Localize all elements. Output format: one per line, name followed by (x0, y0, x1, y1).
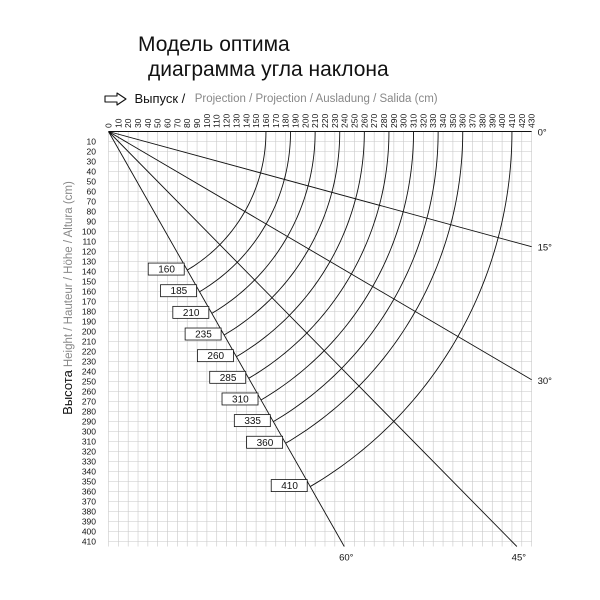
x-tick-label: 310 (408, 113, 419, 128)
angle-lines (109, 132, 532, 547)
y-tick-label: 400 (81, 526, 96, 537)
y-tick-label: 90 (86, 216, 96, 227)
arm-length-labels (148, 263, 307, 492)
arm-length-label: 410 (281, 481, 298, 493)
y-tick-label: 10 (86, 136, 96, 147)
y-tick-label: 190 (81, 316, 96, 327)
x-tick-label: 10 (113, 118, 124, 128)
arm-length-label: 335 (244, 416, 262, 428)
y-tick-label: 50 (86, 176, 96, 187)
projection-label-en: Projection / Projection / Ausladung / Salida (cm) (194, 92, 438, 105)
x-tick-label: 400 (497, 113, 508, 128)
angle-label-45: 45° (511, 552, 527, 564)
y-tick-label: 350 (81, 476, 96, 487)
y-tick-label: 270 (81, 396, 96, 407)
grid (109, 132, 532, 547)
x-tick-label: 150 (251, 113, 262, 128)
y-tick-label: 180 (81, 306, 96, 317)
y-tick-label: 130 (81, 256, 96, 267)
y-tick-label: 280 (81, 406, 96, 417)
y-tick-label: 40 (86, 166, 96, 177)
arm-length-label: 160 (158, 264, 175, 276)
x-tick-label: 290 (388, 113, 399, 128)
x-tick-label: 280 (379, 113, 390, 128)
x-tick-label: 350 (447, 113, 458, 128)
x-tick-label: 160 (260, 113, 271, 128)
x-tick-label: 300 (398, 113, 409, 128)
y-tick-label: 240 (81, 366, 96, 377)
x-tick-label: 40 (142, 118, 153, 128)
angle-label-0: 0° (537, 127, 547, 139)
title-line-1: Модель оптима (138, 33, 290, 56)
y-tick-label: 370 (81, 496, 96, 507)
arm-length-label: 310 (232, 394, 249, 406)
x-tick-label: 190 (290, 113, 301, 128)
x-tick-label: 430 (526, 113, 537, 128)
y-tick-label: 70 (86, 196, 96, 207)
y-tick-label: 120 (81, 246, 96, 257)
arm-length-label: 260 (207, 351, 225, 363)
x-tick-label: 90 (192, 118, 203, 128)
y-tick-label: 330 (81, 456, 96, 467)
x-tick-label: 370 (467, 113, 478, 128)
y-tick-label: 100 (81, 226, 96, 237)
arm-arcs (187, 132, 512, 487)
x-tick-label: 70 (172, 118, 183, 128)
y-tick-label: 30 (86, 156, 96, 167)
y-tick-label: 300 (81, 426, 96, 437)
y-tick-label: 220 (81, 346, 96, 357)
arm-length-label: 285 (219, 372, 237, 384)
x-tick-label: 270 (369, 113, 380, 128)
y-tick-label: 20 (86, 146, 96, 157)
angle-label-60: 60° (339, 552, 354, 564)
projection-label-ru: Выпуск / (134, 91, 186, 107)
x-tick-label: 130 (231, 113, 242, 128)
y-tick-label: 310 (81, 436, 96, 447)
title-line-2: диаграмма угла наклона (148, 58, 389, 81)
arm-length-label: 360 (256, 437, 274, 449)
arm-length-label: 185 (170, 286, 188, 298)
y-tick-label: 150 (81, 276, 96, 287)
y-tick-label: 160 (81, 286, 96, 297)
x-tick-label: 340 (438, 113, 449, 128)
y-tick-label: 340 (81, 466, 96, 477)
x-tick-label: 50 (152, 118, 163, 128)
x-tick-label: 100 (201, 113, 212, 128)
angle-line-45 (109, 132, 517, 547)
angle-line-30 (109, 132, 532, 380)
arm-length-label: 210 (182, 307, 200, 319)
x-tick-label: 410 (506, 113, 517, 128)
arm-length-label: 235 (195, 329, 212, 341)
angle-label-30: 30° (537, 375, 552, 387)
x-tick-label: 240 (339, 113, 350, 128)
x-tick-label: 200 (300, 113, 311, 128)
x-tick-label: 330 (428, 113, 439, 128)
x-tick-label: 210 (310, 113, 321, 128)
y-tick-label: 230 (81, 356, 96, 367)
x-tick-labels (104, 114, 537, 128)
x-tick-label: 60 (162, 118, 173, 128)
y-tick-label: 140 (81, 266, 96, 277)
y-tick-label: 260 (81, 386, 96, 397)
y-tick-label: 410 (81, 536, 96, 547)
angle-labels (339, 128, 552, 564)
x-tick-label: 380 (477, 113, 488, 128)
x-tick-label: 360 (457, 113, 468, 128)
y-tick-label: 380 (81, 506, 96, 517)
x-tick-label: 20 (123, 118, 134, 128)
x-tick-label: 170 (270, 113, 281, 128)
y-tick-label: 250 (81, 376, 96, 387)
x-tick-label: 80 (182, 118, 193, 128)
y-tick-label: 320 (81, 446, 96, 457)
x-tick-label: 390 (487, 113, 498, 128)
y-tick-label: 170 (81, 296, 96, 307)
angle-label-15: 15° (537, 242, 552, 254)
height-label-ru: Высота (60, 370, 75, 415)
x-tick-label: 230 (329, 113, 340, 128)
y-tick-label: 60 (86, 186, 96, 197)
x-tick-label: 110 (211, 114, 222, 128)
y-tick-label: 200 (81, 326, 96, 337)
x-tick-label: 140 (241, 113, 252, 128)
y-tick-label: 210 (81, 336, 96, 347)
y-tick-label: 390 (81, 516, 96, 527)
x-tick-label: 260 (359, 113, 370, 128)
y-tick-labels (82, 137, 96, 547)
y-tick-label: 360 (81, 486, 96, 497)
x-tick-label: 420 (516, 113, 527, 128)
angle-line-15 (109, 132, 532, 247)
y-tick-label: 80 (86, 206, 96, 217)
x-tick-label: 320 (418, 113, 429, 128)
x-tick-label: 0 (103, 123, 114, 128)
y-tick-label: 110 (82, 236, 96, 247)
x-tick-label: 220 (319, 113, 330, 128)
y-tick-label: 290 (81, 416, 96, 427)
x-tick-label: 180 (280, 113, 291, 128)
height-label-en: Height / Hauteur / Höhe / Altura (cm) (63, 181, 75, 368)
x-tick-label: 250 (349, 113, 360, 128)
x-tick-label: 120 (221, 113, 232, 128)
x-tick-label: 30 (133, 118, 144, 128)
